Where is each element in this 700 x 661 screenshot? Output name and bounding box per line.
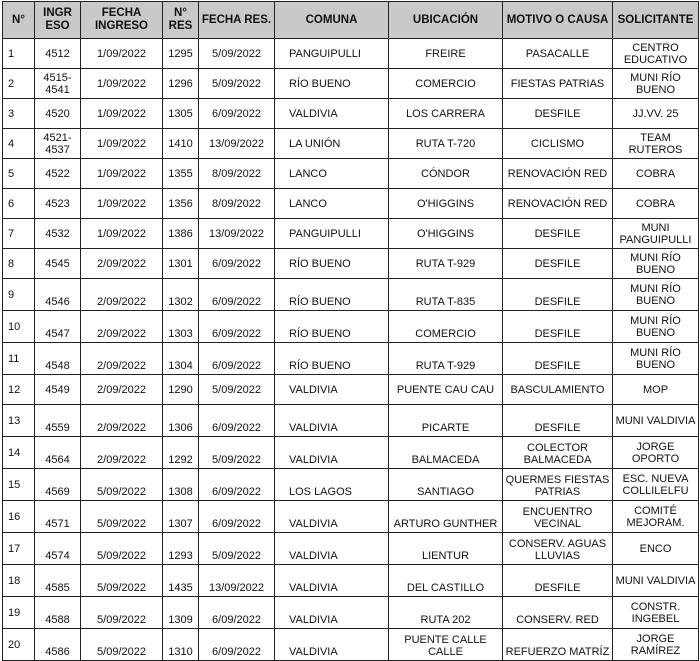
nres-cell: 1355 xyxy=(163,159,199,189)
row-number: 2 xyxy=(3,69,35,99)
ingreso-cell: 4585 xyxy=(35,565,81,597)
nres-cell: 1308 xyxy=(163,469,199,501)
nres-cell: 1293 xyxy=(163,533,199,565)
motivo-cell: DESFILE xyxy=(503,219,613,249)
row-number: 11 xyxy=(3,343,35,375)
fecha-ingreso-cell: 2/09/2022 xyxy=(81,311,163,343)
header-fecha-res: FECHA RES. xyxy=(199,2,275,39)
ingreso-cell: 4548 xyxy=(35,343,81,375)
ubicacion-cell: RUTA T-835 xyxy=(389,279,503,311)
fecha-res-cell: 5/09/2022 xyxy=(199,39,275,69)
nres-cell: 1309 xyxy=(163,597,199,629)
solicitante-cell: JJ.VV. 25 xyxy=(613,99,699,129)
table-row xyxy=(3,219,699,249)
row-number: 3 xyxy=(3,99,35,129)
nres-cell: 1292 xyxy=(163,437,199,469)
nres-cell: 1435 xyxy=(163,565,199,597)
header-ubicacion: UBICACIÓN xyxy=(389,2,503,39)
fecha-res-cell: 6/09/2022 xyxy=(199,249,275,279)
table-row xyxy=(3,437,699,469)
table-row xyxy=(3,279,699,311)
row-number: 12 xyxy=(3,375,35,405)
comuna-cell: LANCO xyxy=(275,159,389,189)
ingreso-cell: 4559 xyxy=(35,405,81,437)
nres-cell: 1302 xyxy=(163,279,199,311)
ingreso-cell: 4515-4541 xyxy=(35,69,81,99)
row-number: 5 xyxy=(3,159,35,189)
fecha-ingreso-cell: 1/09/2022 xyxy=(81,39,163,69)
fecha-ingreso-cell: 5/09/2022 xyxy=(81,469,163,501)
fecha-res-cell: 6/09/2022 xyxy=(199,99,275,129)
fecha-ingreso-cell: 1/09/2022 xyxy=(81,129,163,159)
comuna-cell: VALDIVIA xyxy=(275,533,389,565)
ingreso-cell: 4520 xyxy=(35,99,81,129)
solicitante-cell: COMITÉ MEJORAM. xyxy=(613,501,699,533)
ingreso-cell: 4564 xyxy=(35,437,81,469)
solicitante-cell: MUNI RÍO BUENO xyxy=(613,343,699,375)
row-number: 6 xyxy=(3,189,35,219)
comuna-cell: PANGUIPULLI xyxy=(275,39,389,69)
table-row xyxy=(3,405,699,437)
comuna-cell: LA UNIÓN xyxy=(275,129,389,159)
row-number: 8 xyxy=(3,249,35,279)
row-number: 14 xyxy=(3,437,35,469)
comuna-cell: VALDIVIA xyxy=(275,565,389,597)
motivo-cell: PASACALLE xyxy=(503,39,613,69)
motivo-cell: DESFILE xyxy=(503,343,613,375)
ingreso-cell: 4574 xyxy=(35,533,81,565)
motivo-cell: DESFILE xyxy=(503,311,613,343)
nres-cell: 1304 xyxy=(163,343,199,375)
table-row xyxy=(3,311,699,343)
motivo-cell: RENOVACIÓN RED xyxy=(503,159,613,189)
table-row xyxy=(3,159,699,189)
nres-cell: 1410 xyxy=(163,129,199,159)
nres-cell: 1296 xyxy=(163,69,199,99)
ubicacion-cell: BALMACEDA xyxy=(389,437,503,469)
ubicacion-cell: SANTIAGO xyxy=(389,469,503,501)
motivo-cell: CONSERV. RED xyxy=(503,597,613,629)
row-number: 1 xyxy=(3,39,35,69)
table-row xyxy=(3,69,699,99)
ingreso-cell: 4569 xyxy=(35,469,81,501)
ubicacion-cell: FREIRE xyxy=(389,39,503,69)
fecha-res-cell: 5/09/2022 xyxy=(199,69,275,99)
row-number: 15 xyxy=(3,469,35,501)
nres-cell: 1306 xyxy=(163,405,199,437)
solicitante-cell: CENTRO EDUCATIVO xyxy=(613,39,699,69)
fecha-res-cell: 13/09/2022 xyxy=(199,219,275,249)
ubicacion-cell: PUENTE CAU CAU xyxy=(389,375,503,405)
ingreso-cell: 4512 xyxy=(35,39,81,69)
table-row xyxy=(3,375,699,405)
nres-cell: 1295 xyxy=(163,39,199,69)
nres-cell: 1386 xyxy=(163,219,199,249)
table-row xyxy=(3,129,699,159)
row-number: 9 xyxy=(3,279,35,311)
comuna-cell: LANCO xyxy=(275,189,389,219)
table-row xyxy=(3,99,699,129)
ingreso-cell: 4547 xyxy=(35,311,81,343)
ubicacion-cell: COMERCIO xyxy=(389,311,503,343)
solicitante-cell: MUNI RÍO BUENO xyxy=(613,69,699,99)
comuna-cell: VALDIVIA xyxy=(275,629,389,661)
ubicacion-cell: ARTURO GUNTHER xyxy=(389,501,503,533)
solicitante-cell: ENCO xyxy=(613,533,699,565)
row-number: 7 xyxy=(3,219,35,249)
fecha-res-cell: 6/09/2022 xyxy=(199,311,275,343)
comuna-cell: VALDIVIA xyxy=(275,501,389,533)
ubicacion-cell: RUTA T-720 xyxy=(389,129,503,159)
comuna-cell: LOS LAGOS xyxy=(275,469,389,501)
nres-cell: 1290 xyxy=(163,375,199,405)
ubicacion-cell: PUENTE CALLE CALLE xyxy=(389,629,503,661)
motivo-cell: REFUERZO MATRÍZ xyxy=(503,629,613,661)
fecha-ingreso-cell: 2/09/2022 xyxy=(81,279,163,311)
solicitante-cell: MUNI RÍO BUENO xyxy=(613,279,699,311)
row-number: 4 xyxy=(3,129,35,159)
comuna-cell: VALDIVIA xyxy=(275,99,389,129)
table-row xyxy=(3,343,699,375)
comuna-cell: RÍO BUENO xyxy=(275,343,389,375)
motivo-cell: CICLISMO xyxy=(503,129,613,159)
solicitante-cell: MUNI VALDIVIA xyxy=(613,405,699,437)
fecha-ingreso-cell: 2/09/2022 xyxy=(81,375,163,405)
solicitante-cell: COBRA xyxy=(613,159,699,189)
ingreso-cell: 4549 xyxy=(35,375,81,405)
fecha-ingreso-cell: 1/09/2022 xyxy=(81,219,163,249)
fecha-ingreso-cell: 1/09/2022 xyxy=(81,159,163,189)
header-comuna: COMUNA xyxy=(275,2,389,39)
solicitante-cell: MUNI RÍO BUENO xyxy=(613,311,699,343)
motivo-cell: DESFILE xyxy=(503,99,613,129)
fecha-ingreso-cell: 2/09/2022 xyxy=(81,249,163,279)
ingreso-cell: 4523 xyxy=(35,189,81,219)
ubicacion-cell: O'HIGGINS xyxy=(389,189,503,219)
table-row xyxy=(3,249,699,279)
fecha-ingreso-cell: 5/09/2022 xyxy=(81,597,163,629)
motivo-cell: BASCULAMIENTO xyxy=(503,375,613,405)
row-number: 20 xyxy=(3,629,35,661)
comuna-cell: VALDIVIA xyxy=(275,405,389,437)
nres-cell: 1301 xyxy=(163,249,199,279)
fecha-res-cell: 8/09/2022 xyxy=(199,189,275,219)
ingreso-cell: 4545 xyxy=(35,249,81,279)
row-number: 19 xyxy=(3,597,35,629)
solicitante-cell: COBRA xyxy=(613,189,699,219)
fecha-ingreso-cell: 2/09/2022 xyxy=(81,437,163,469)
motivo-cell: RENOVACIÓN RED xyxy=(503,189,613,219)
ubicacion-cell: CÓNDOR xyxy=(389,159,503,189)
ubicacion-cell: O'HIGGINS xyxy=(389,219,503,249)
motivo-cell: DESFILE xyxy=(503,565,613,597)
nres-cell: 1305 xyxy=(163,99,199,129)
row-number: 16 xyxy=(3,501,35,533)
fecha-ingreso-cell: 5/09/2022 xyxy=(81,533,163,565)
fecha-res-cell: 6/09/2022 xyxy=(199,279,275,311)
ingreso-cell: 4532 xyxy=(35,219,81,249)
nres-cell: 1307 xyxy=(163,501,199,533)
motivo-cell: DESFILE xyxy=(503,249,613,279)
fecha-ingreso-cell: 2/09/2022 xyxy=(81,343,163,375)
comuna-cell: RÍO BUENO xyxy=(275,279,389,311)
fecha-res-cell: 13/09/2022 xyxy=(199,565,275,597)
ingreso-cell: 4521-4537 xyxy=(35,129,81,159)
ubicacion-cell: COMERCIO xyxy=(389,69,503,99)
fecha-res-cell: 8/09/2022 xyxy=(199,159,275,189)
row-number: 10 xyxy=(3,311,35,343)
table-row xyxy=(3,189,699,219)
ubicacion-cell: RUTA 202 xyxy=(389,597,503,629)
table-row xyxy=(3,39,699,69)
row-number: 18 xyxy=(3,565,35,597)
fecha-ingreso-cell: 5/09/2022 xyxy=(81,629,163,661)
fecha-res-cell: 6/09/2022 xyxy=(199,597,275,629)
fecha-res-cell: 6/09/2022 xyxy=(199,343,275,375)
solicitante-cell: CONSTR. INGEBEL xyxy=(613,597,699,629)
motivo-cell: DESFILE xyxy=(503,279,613,311)
motivo-cell: CONSERV. AGUAS LLUVIAS xyxy=(503,533,613,565)
ingreso-cell: 4586 xyxy=(35,629,81,661)
resolutions-table xyxy=(2,1,699,661)
comuna-cell: PANGUIPULLI xyxy=(275,219,389,249)
ingreso-cell: 4522 xyxy=(35,159,81,189)
header-row xyxy=(3,2,699,39)
fecha-res-cell: 6/09/2022 xyxy=(199,405,275,437)
ingreso-cell: 4546 xyxy=(35,279,81,311)
table-body xyxy=(3,39,699,661)
nres-cell: 1310 xyxy=(163,629,199,661)
table-row xyxy=(3,469,699,501)
fecha-ingreso-cell: 2/09/2022 xyxy=(81,405,163,437)
solicitante-cell: MUNI RÍO BUENO xyxy=(613,249,699,279)
ubicacion-cell: RUTA T-929 xyxy=(389,343,503,375)
ubicacion-cell: RUTA T-929 xyxy=(389,249,503,279)
header-n: N° xyxy=(3,2,35,39)
ubicacion-cell: LOS CARRERA xyxy=(389,99,503,129)
ingreso-cell: 4588 xyxy=(35,597,81,629)
header-ingreso: INGR ESO xyxy=(35,2,81,39)
comuna-cell: VALDIVIA xyxy=(275,597,389,629)
solicitante-cell: JORGE OPORTO xyxy=(613,437,699,469)
solicitante-cell: TEAM RUTEROS xyxy=(613,129,699,159)
table-row xyxy=(3,501,699,533)
solicitante-cell: ESC. NUEVA COLLILELFU xyxy=(613,469,699,501)
motivo-cell: COLECTOR BALMACEDA xyxy=(503,437,613,469)
fecha-res-cell: 5/09/2022 xyxy=(199,437,275,469)
fecha-res-cell: 5/09/2022 xyxy=(199,375,275,405)
row-number: 13 xyxy=(3,405,35,437)
table-row xyxy=(3,533,699,565)
row-number: 17 xyxy=(3,533,35,565)
table-row xyxy=(3,597,699,629)
comuna-cell: RÍO BUENO xyxy=(275,311,389,343)
table-row xyxy=(3,629,699,661)
comuna-cell: VALDIVIA xyxy=(275,437,389,469)
fecha-ingreso-cell: 1/09/2022 xyxy=(81,189,163,219)
solicitante-cell: MUNI VALDIVIA xyxy=(613,565,699,597)
ingreso-cell: 4571 xyxy=(35,501,81,533)
header-nres: N° RES xyxy=(163,2,199,39)
table-row xyxy=(3,565,699,597)
solicitante-cell: MOP xyxy=(613,375,699,405)
fecha-res-cell: 5/09/2022 xyxy=(199,533,275,565)
fecha-ingreso-cell: 5/09/2022 xyxy=(81,565,163,597)
fecha-res-cell: 6/09/2022 xyxy=(199,629,275,661)
comuna-cell: RÍO BUENO xyxy=(275,249,389,279)
motivo-cell: FIESTAS PATRIAS xyxy=(503,69,613,99)
fecha-ingreso-cell: 5/09/2022 xyxy=(81,501,163,533)
solicitante-cell: JORGE RAMÍREZ xyxy=(613,629,699,661)
comuna-cell: RÍO BUENO xyxy=(275,69,389,99)
header-fecha-ingreso: FECHA INGRESO xyxy=(81,2,163,39)
comuna-cell: VALDIVIA xyxy=(275,375,389,405)
solicitante-cell: MUNI PANGUIPULLI xyxy=(613,219,699,249)
fecha-res-cell: 6/09/2022 xyxy=(199,501,275,533)
fecha-res-cell: 13/09/2022 xyxy=(199,129,275,159)
motivo-cell: ENCUENTRO VECINAL xyxy=(503,501,613,533)
nres-cell: 1356 xyxy=(163,189,199,219)
ubicacion-cell: PICARTE xyxy=(389,405,503,437)
header-solicitante: SOLICITANTE xyxy=(613,2,699,39)
ubicacion-cell: DEL CASTILLO xyxy=(389,565,503,597)
motivo-cell: QUERMES FIESTAS PATRIAS xyxy=(503,469,613,501)
nres-cell: 1303 xyxy=(163,311,199,343)
fecha-res-cell: 6/09/2022 xyxy=(199,469,275,501)
fecha-ingreso-cell: 1/09/2022 xyxy=(81,99,163,129)
ubicacion-cell: LIENTUR xyxy=(389,533,503,565)
motivo-cell: DESFILE xyxy=(503,405,613,437)
fecha-ingreso-cell: 1/09/2022 xyxy=(81,69,163,99)
header-motivo: MOTIVO O CAUSA xyxy=(503,2,613,39)
